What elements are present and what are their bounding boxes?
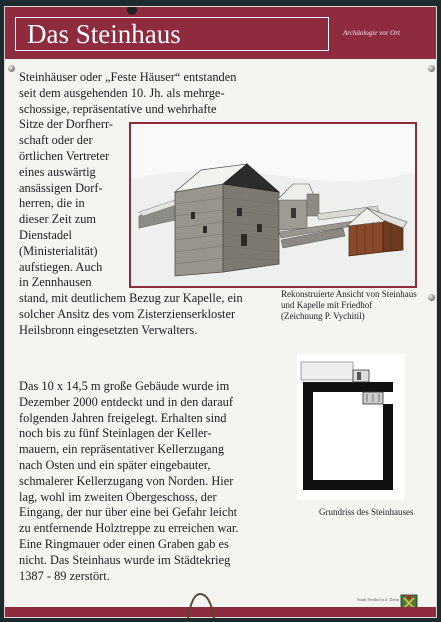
text-line: Dezember 2000 entdeckt und in den darauf — [19, 394, 233, 409]
text-line: schaft oder der — [19, 133, 93, 148]
text-line: zu entfernende Holztreppe zu erreichen war. — [19, 521, 239, 536]
info-sign — [4, 6, 437, 618]
text-line: ansässigen Dorf- — [19, 180, 103, 195]
text-line: nach Osten und ein später eingebauter, — [19, 457, 211, 472]
text-line: stand, mit deutlichem Bezug zur Kapelle, ein — [19, 291, 243, 306]
text-line: solcher Ansitz des vom Zisterzienserkloster — [19, 306, 236, 321]
text-line: Heilsbronn eingesetzten Verwalters. — [19, 322, 198, 337]
text-line: folgenden Jahren freigelegt. Erhalten sind — [19, 410, 227, 425]
text-line: örtlichen Vertreter — [19, 148, 110, 163]
text-line: noch bis zu fünf Steinlagen der Keller- — [19, 426, 212, 441]
text-line: Eingang, der nur über eine bei Gefahr leicht — [19, 505, 238, 520]
text-line: mauern, ein repräsentativer Kellerzugang — [19, 442, 225, 457]
text-line: Das 10 x 14,5 m große Gebäude wurde im — [19, 379, 230, 393]
text-line: herren, die in — [19, 196, 85, 211]
text-line: in Zennhausen — [19, 275, 92, 290]
figure-caption — [281, 289, 436, 323]
floor-plan-icon — [295, 352, 407, 502]
text-line: seit dem ausgehenden 10. Jh. als mehrge- — [19, 85, 225, 100]
bolt-icon — [428, 65, 435, 72]
text-line: dieser Zeit zum — [19, 212, 97, 227]
reconstruction-drawing — [129, 122, 417, 288]
text-line: schossige, repräsentative und wehrhafte — [19, 101, 217, 116]
text-line: Sitze der Dorfherr- — [19, 117, 114, 132]
text-line: Eine Ringmauer oder einen Graben gab es — [19, 536, 229, 551]
footer-bar — [5, 607, 436, 617]
caption-line: (Zeichnung P. Vychitil) — [281, 311, 365, 322]
text-line: (Ministerialität) — [19, 243, 98, 258]
steinhaus-illustration-icon — [131, 124, 415, 286]
caption-line: Rekonstruierte Ansicht von Steinhaus — [281, 289, 417, 299]
footer-credit: Stadt Neuhof a.d. Zenn — [357, 597, 399, 602]
sign-subtitle: Archäologie vor Ort — [343, 29, 400, 37]
text-line: Dienstadel — [19, 227, 72, 242]
caption-line: und Kapelle mit Friedhof — [281, 300, 373, 311]
text-line: Steinhäuser oder „Feste Häuser“ entstanden — [19, 70, 237, 84]
sign-title: Das Steinhaus — [27, 19, 181, 49]
text-line: lag, wohl im zweiten Obergeschoss, der — [19, 489, 217, 504]
bolt-icon — [8, 65, 15, 72]
text-line: 1387 - 89 zerstört. — [19, 568, 110, 583]
wire-strap-icon — [180, 588, 220, 622]
sign-header — [5, 7, 436, 59]
text-line: nicht. Das Steinhaus wurde im Städtekrieg — [19, 552, 231, 567]
text-line: schmalerer Kellerzugang von Norden. Hier — [19, 473, 234, 488]
text-line: eines auswärtig — [19, 164, 96, 179]
text-line: aufstiegen. Auch — [19, 259, 103, 274]
body-paragraph — [19, 379, 238, 584]
plan-caption: Grundriss des Steinhauses — [319, 507, 414, 517]
